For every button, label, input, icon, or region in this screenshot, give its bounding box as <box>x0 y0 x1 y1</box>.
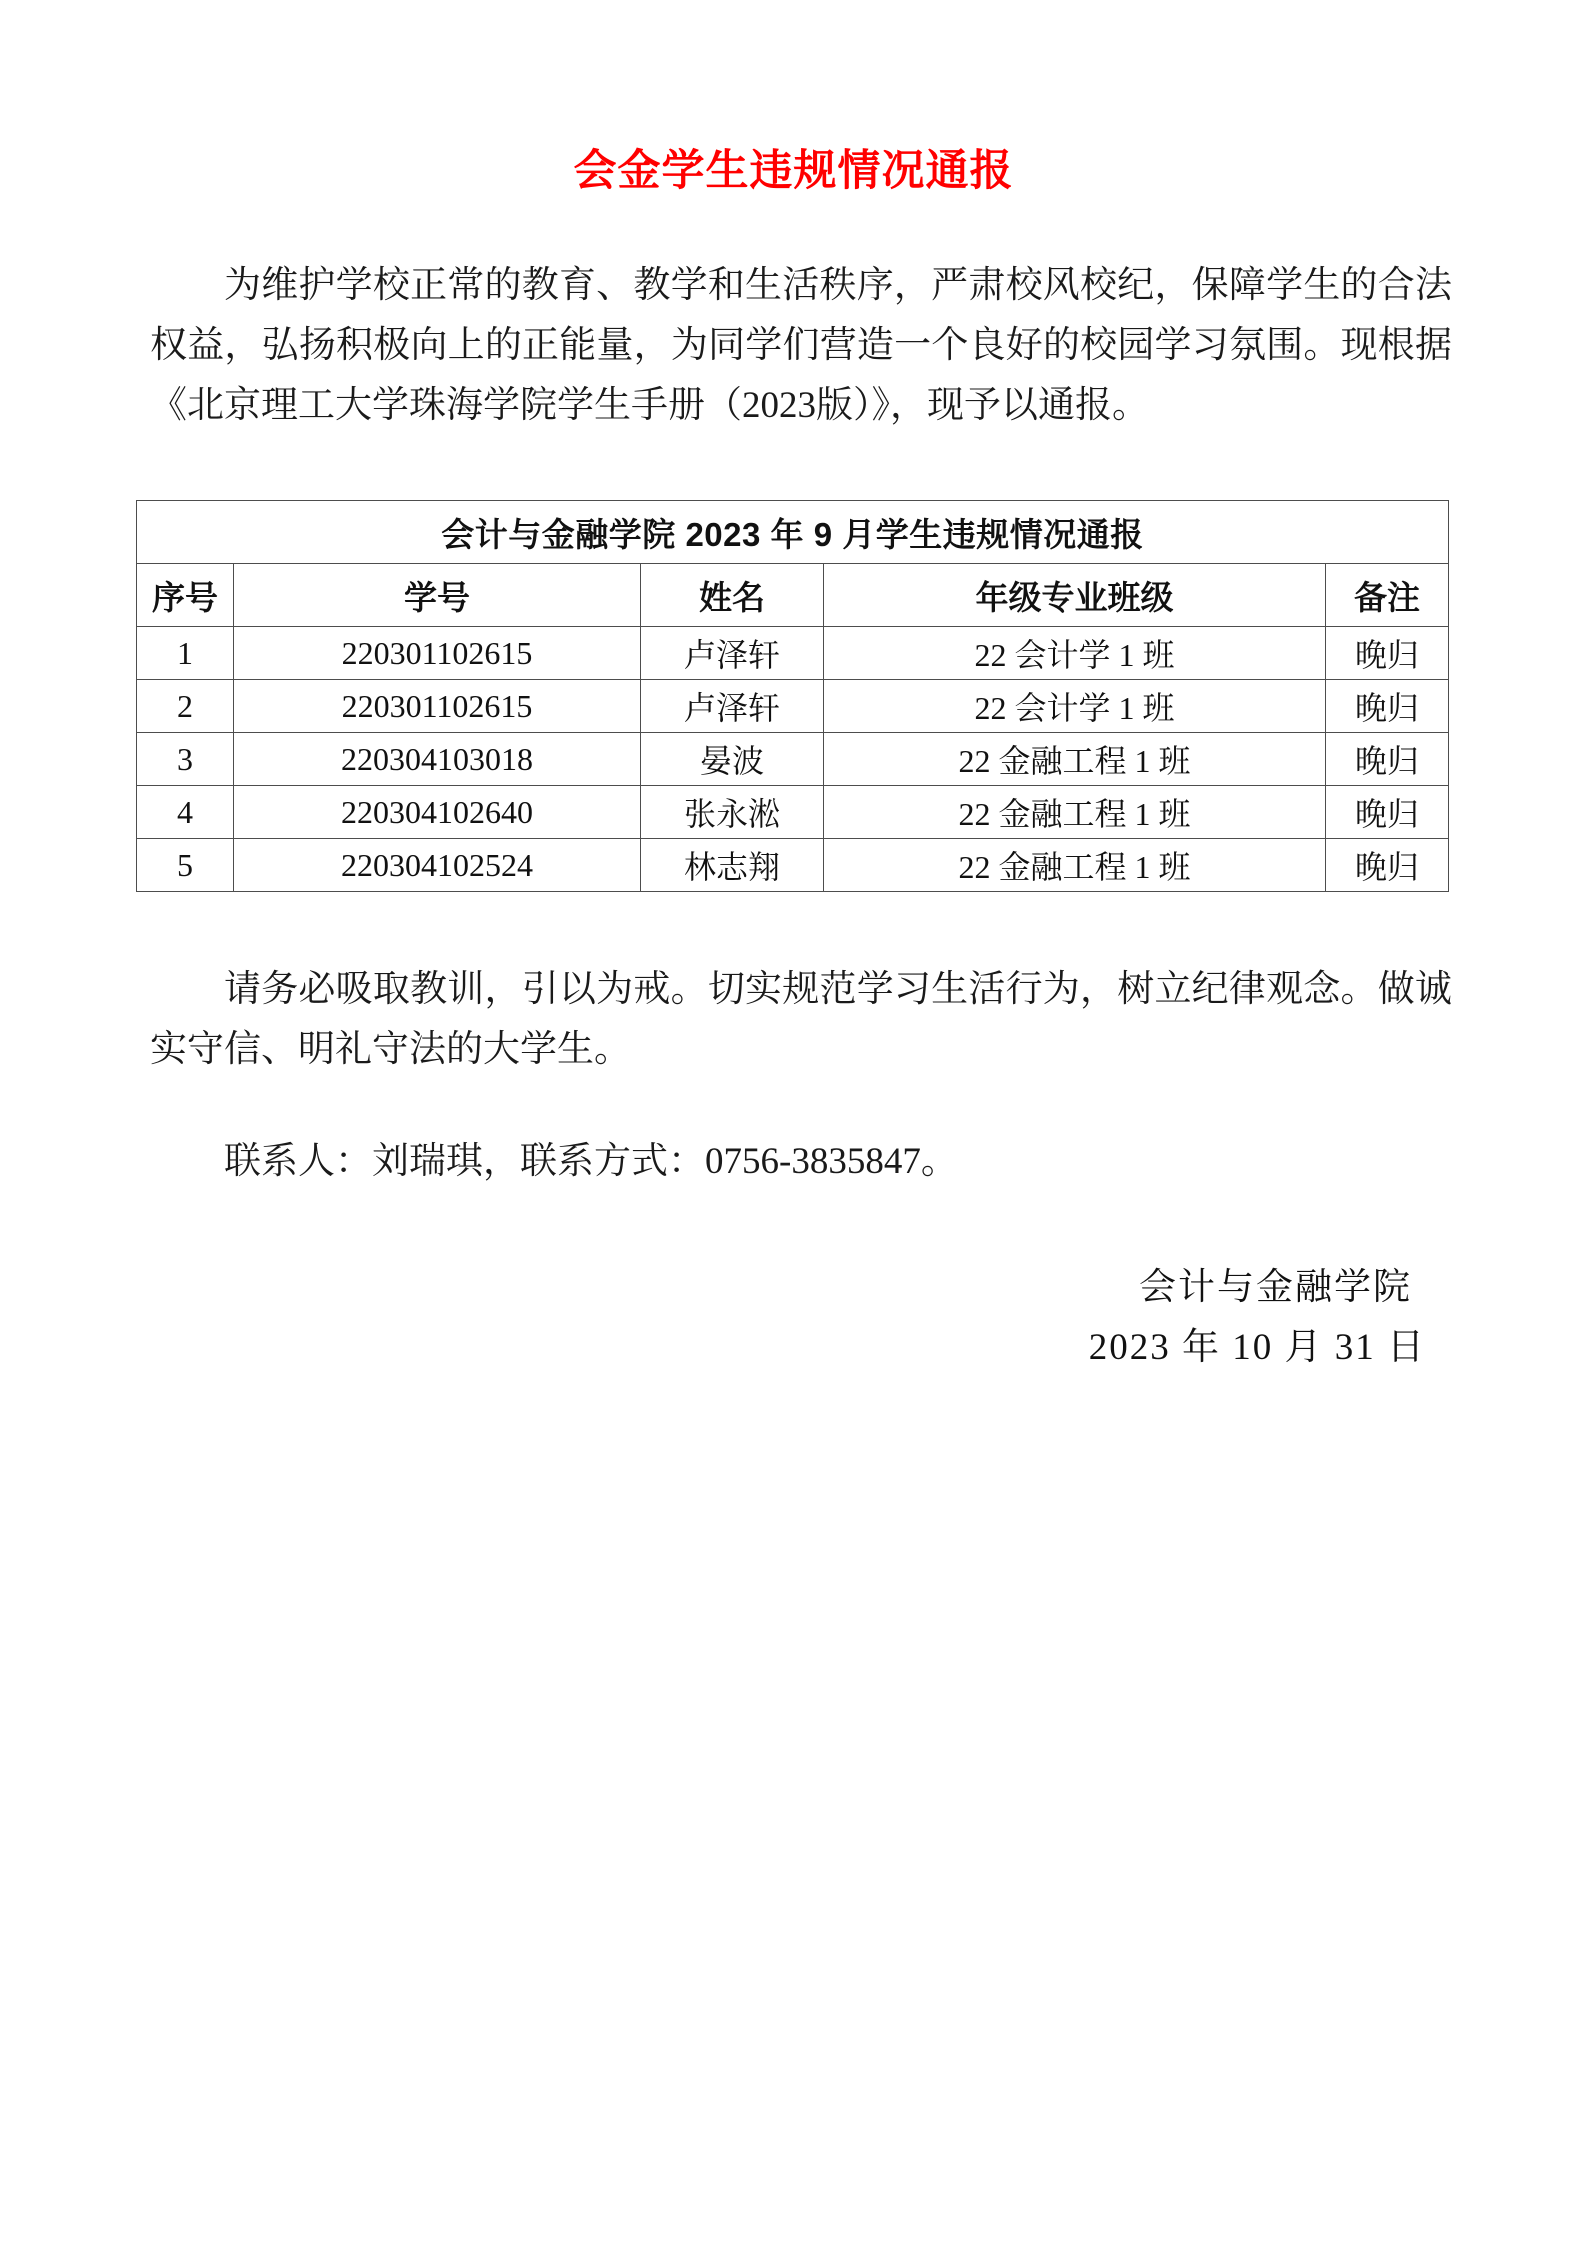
signature-block <box>0 1258 1450 1378</box>
table-row <box>137 786 1449 839</box>
cell-index: 3 <box>137 733 234 786</box>
signature-date: 2023 年 10 月 31 日 <box>1088 1327 1426 1368</box>
cell-student-id: 220304103018 <box>234 733 641 786</box>
cell-name: 卢泽轩 <box>641 680 824 733</box>
cell-student-id: 220304102640 <box>234 786 641 839</box>
table-row <box>137 627 1449 680</box>
table-caption: 会计与金融学院 2023 年 9 月学生违规情况通报 <box>137 501 1449 564</box>
page-title: 会金学生违规情况通报 <box>573 147 1014 195</box>
table-row <box>137 839 1449 892</box>
cell-class: 22 金融工程 1 班 <box>824 839 1326 892</box>
cell-index: 5 <box>137 839 234 892</box>
cell-index: 4 <box>137 786 234 839</box>
cell-student-id: 220301102615 <box>234 627 641 680</box>
signature-organization: 会计与金融学院 <box>1139 1267 1412 1308</box>
cell-class: 22 金融工程 1 班 <box>824 786 1326 839</box>
table-row <box>137 733 1449 786</box>
cell-class: 22 会计学 1 班 <box>824 627 1326 680</box>
cell-student-id: 220304102524 <box>234 839 641 892</box>
cell-class: 22 金融工程 1 班 <box>824 733 1326 786</box>
closing-paragraph: 请务必吸取教训，引以为戒。切实规范学习生活行为，树立纪律观念。做诚实守信、明礼守法的大学生。 <box>150 969 1452 1070</box>
cell-class: 22 会计学 1 班 <box>824 680 1326 733</box>
column-header-note: 备注 <box>1326 564 1449 627</box>
cell-name: 林志翔 <box>641 839 824 892</box>
cell-note: 晚归 <box>1326 627 1449 680</box>
cell-student-id: 220301102615 <box>234 680 641 733</box>
cell-note: 晚归 <box>1326 680 1449 733</box>
column-header-class: 年级专业班级 <box>824 564 1326 627</box>
cell-name: 晏波 <box>641 733 824 786</box>
column-header-name: 姓名 <box>641 564 824 627</box>
cell-name: 张永淞 <box>641 786 824 839</box>
intro-paragraph: 为维护学校正常的教育、教学和生活秩序，严肃校风校纪，保障学生的合法权益，弘扬积极向上的正能量，为同学们营造一个良好的校园学习氛围。现根据《北京理工大学珠海学院学生手册（2023版）》，现予以通报。 <box>150 265 1452 426</box>
column-header-index: 序号 <box>137 564 234 627</box>
contact-paragraph: 联系人：刘瑞琪，联系方式：0756-3835847。 <box>224 1141 958 1182</box>
table-caption-row <box>137 501 1449 564</box>
cell-index: 2 <box>137 680 234 733</box>
cell-note: 晚归 <box>1326 786 1449 839</box>
cell-name: 卢泽轩 <box>641 627 824 680</box>
cell-index: 1 <box>137 627 234 680</box>
table-row <box>137 680 1449 733</box>
cell-note: 晚归 <box>1326 733 1449 786</box>
table-header-row <box>137 564 1449 627</box>
cell-note: 晚归 <box>1326 839 1449 892</box>
violation-report-table <box>136 500 1449 892</box>
column-header-student-id: 学号 <box>234 564 641 627</box>
